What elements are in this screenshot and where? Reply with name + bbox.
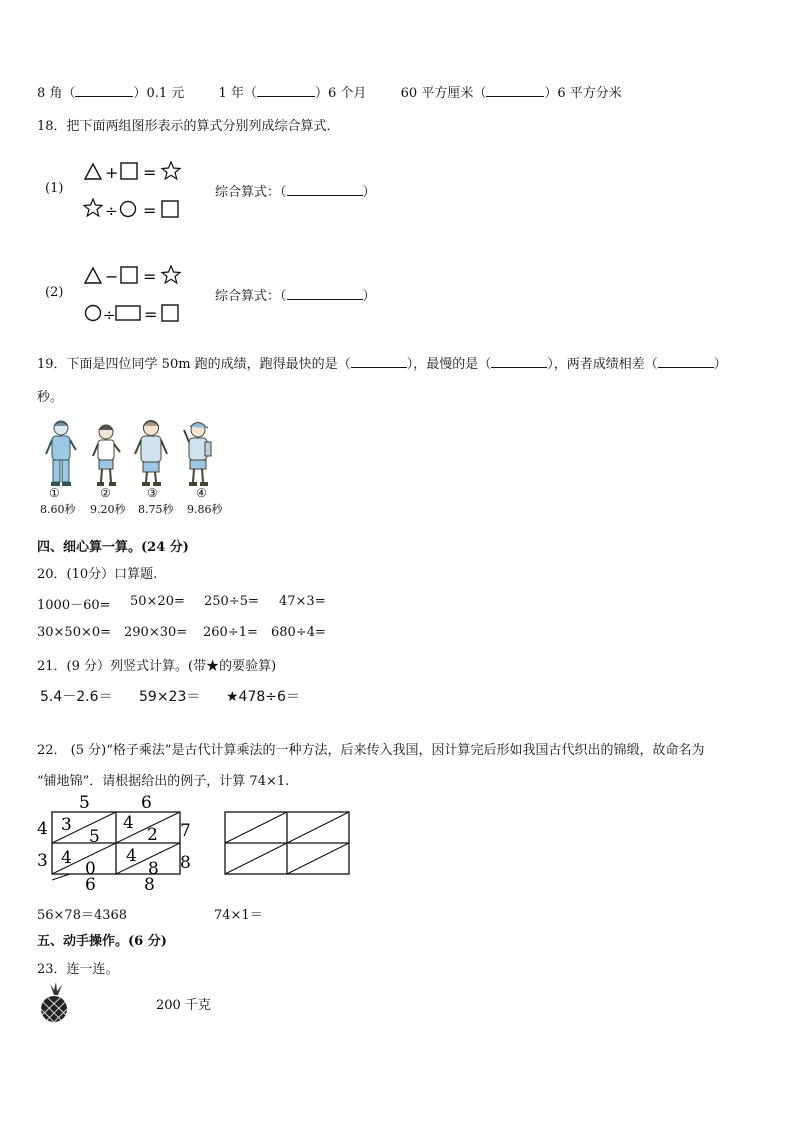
q20-item: 260÷1= xyxy=(203,625,258,640)
shape-equation-2 xyxy=(80,262,190,328)
lattice-right-digit: 7 xyxy=(180,821,191,841)
q22-line2: “铺地锦”．请根据给出的例子，计算 74×1. xyxy=(37,774,290,789)
answer-blank[interactable] xyxy=(287,183,363,196)
q20-title: 20．(10分）口算题. xyxy=(37,567,158,582)
answer-blank[interactable] xyxy=(75,84,133,97)
lattice-cell-digit: 3 xyxy=(61,815,72,835)
lattice-diagrams xyxy=(30,792,370,892)
q21-item: 5.4－2.6＝ xyxy=(40,689,113,705)
circle-icon xyxy=(121,202,136,217)
runner-time: 8.60秒 xyxy=(40,503,76,516)
lattice-cell-digit: 4 xyxy=(126,846,137,866)
rectangle-icon xyxy=(116,306,140,320)
q19-line1: 19．下面是四位同学 50m 跑的成绩，跑得最快的是（ ），最慢的是（ ），两者成绩相差（ ） xyxy=(37,357,727,372)
q21-title: 21．(9 分）列竖式计算。(带★的要验算) xyxy=(37,659,277,674)
runner-number: ① xyxy=(49,486,60,500)
equals-symbol: = xyxy=(143,163,157,182)
lattice-top-digit: 5 xyxy=(79,793,90,813)
q20-item: 50×20= xyxy=(130,594,185,609)
q20-item: 1000－60= xyxy=(37,598,111,613)
q20-item: 250÷5= xyxy=(204,594,259,609)
q22-line1: 22． (5 分)“格子乘法”是古代计算乘法的一种方法，后来传入我国，因计算完后形如我国古代织出的锦缎，故命名为 xyxy=(37,743,705,758)
q23-title: 23．连一连。 xyxy=(37,962,119,977)
q21-item: 59×23＝ xyxy=(139,689,201,705)
q18-group2-label: (2) xyxy=(45,285,64,300)
square-icon xyxy=(121,163,137,179)
q18-group1-label: (1) xyxy=(45,181,64,196)
divide-symbol: ÷ xyxy=(103,306,116,324)
q20-item: 680÷4= xyxy=(271,625,326,640)
runner-time: 9.86秒 xyxy=(187,503,223,516)
lattice-bottom-digit: 6 xyxy=(85,875,96,892)
q21-item: ★478÷6＝ xyxy=(226,689,300,705)
plus-symbol: + xyxy=(105,163,119,182)
q20-item: 30×50×0= xyxy=(37,625,112,640)
q19-line2: 秒。 xyxy=(37,390,64,405)
lattice-answer-caption: 74×1＝ xyxy=(214,908,263,923)
triangle-icon xyxy=(85,268,101,283)
q20-item: 290×30= xyxy=(124,625,188,640)
runner-number: ② xyxy=(100,486,111,500)
square-icon xyxy=(162,305,178,321)
star-icon xyxy=(162,162,180,179)
lattice-cell-digit: 2 xyxy=(147,825,158,845)
equals-symbol: = xyxy=(144,305,158,324)
runners-illustration xyxy=(40,418,230,490)
shape-equation-1 xyxy=(80,158,190,224)
answer-blank[interactable] xyxy=(658,355,714,368)
star-icon xyxy=(84,199,102,216)
lattice-right-digit: 8 xyxy=(180,853,191,873)
section-5-title: 五、动手操作。(6 分) xyxy=(37,934,167,949)
formula-line-1: 综合算式：（ ） xyxy=(215,185,376,200)
star-icon xyxy=(162,266,180,283)
lattice-left-digit: 4 xyxy=(37,819,48,839)
lattice-cell-digit: 4 xyxy=(123,813,134,833)
answer-blank[interactable] xyxy=(486,84,544,97)
answer-blank[interactable] xyxy=(257,84,315,97)
runner-figure-4 xyxy=(184,423,211,487)
circle-icon xyxy=(86,306,101,321)
runner-time: 8.75秒 xyxy=(138,503,174,516)
lattice-cell-digit: 8 xyxy=(148,859,159,879)
pineapple-icon xyxy=(36,982,72,1024)
answer-blank[interactable] xyxy=(287,287,363,300)
runner-figure-2 xyxy=(93,425,120,486)
square-icon xyxy=(162,201,178,217)
formula-line-2: 综合算式：（ ） xyxy=(215,289,376,304)
equals-symbol: = xyxy=(143,201,157,220)
lattice-answer-grid xyxy=(225,812,349,874)
lattice-left-digit: 3 xyxy=(37,851,48,871)
q17-line: 8 角（ ）0.1 元 1 年（ ）6 个月 60 平方厘米（ ）6 平方分米 xyxy=(37,86,622,101)
q18-title: 18．把下面两组图形表示的算式分别列成综合算式． xyxy=(37,119,340,134)
runner-figure-3 xyxy=(135,421,167,487)
answer-blank[interactable] xyxy=(351,355,407,368)
q20-item: 47×3= xyxy=(279,594,326,609)
section-4-title: 四、细心算一算。(24 分) xyxy=(37,540,189,555)
minus-symbol: − xyxy=(105,267,119,286)
divide-symbol: ÷ xyxy=(105,202,118,220)
triangle-icon xyxy=(85,164,101,179)
equals-symbol: = xyxy=(143,267,157,286)
lattice-cell-digit: 4 xyxy=(61,848,72,868)
runner-figure-1 xyxy=(46,421,76,486)
runner-number: ③ xyxy=(147,486,158,500)
runner-number: ④ xyxy=(196,486,207,500)
lattice-cell-digit: 5 xyxy=(89,827,100,847)
lattice-cell-digit: 0 xyxy=(85,859,96,879)
lattice-top-digit: 6 xyxy=(141,793,152,813)
answer-blank[interactable] xyxy=(491,355,547,368)
q23-item-weight: 200 千克 xyxy=(156,998,211,1013)
lattice-bottom-digit: 8 xyxy=(144,875,155,892)
runner-time: 9.20秒 xyxy=(90,503,126,516)
square-icon xyxy=(121,267,137,283)
lattice-example-caption: 56×78＝4368 xyxy=(37,908,128,923)
